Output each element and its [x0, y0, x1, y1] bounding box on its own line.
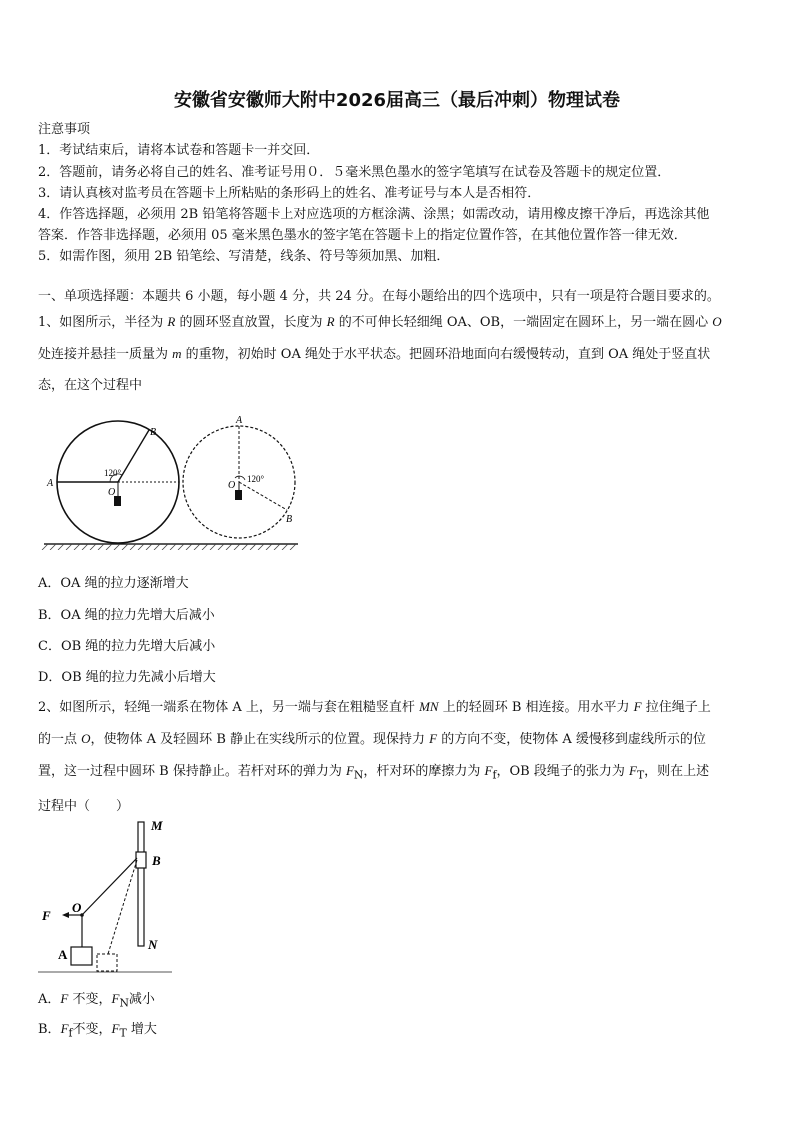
label-A: A [47, 478, 54, 489]
label-O2: O [228, 480, 236, 491]
notice-item-4: 4．作答选择题，必须用 2B 铅笔将答题卡上对应选项的方框涂满、涂黑；如需改动，请用橡皮擦干净后，再选涂其他 [38, 207, 710, 222]
question-2-figure [38, 814, 178, 976]
label-B: B [152, 853, 161, 868]
question-1-figure [38, 410, 318, 550]
question-1-text: 1、如图所示，半径为 R 的圆环竖直放置，长度为 R 的不可伸长轻细绳 OA、OB，一端固定在圆环上，另一端在圆心 O 处连接并悬挂一质量为 m 的重物，初始时 OA 绳处于水平状态。把圆环沿地面向右缓慢转动，直到 OA 绳处于竖直状 态，在这个过程中 [38, 314, 722, 393]
q1-option-b: B．OA 绳的拉力先增大后减小 [38, 608, 215, 623]
q1-option-a: A．OA 绳的拉力逐渐增大 [38, 576, 189, 591]
label-angle: 120° [104, 468, 122, 478]
notice-item-2: 2．答题前，请务必将自己的姓名、准考证号用０．５毫米黑色墨水的签字笔填写在试卷及答题卡的规定位置． [38, 165, 671, 180]
label-A: A [58, 947, 68, 962]
q2-option-b: B．$F_f$不变，$F_T$ 增大 [38, 1021, 157, 1040]
question-2-text: 2、如图所示，轻绳一端系在物体 A 上，另一端与套在粗糙竖直杆 MN 上的轻圆环 B 相连接。用水平力 F 拉住绳子上 的一点 O，使物体 A 及轻圆环 B 静止在实线所示的位置。现保持力 F 的方向不变，使物体 A 缓慢移到虚线所示的位 置，这一过程中圆环 B 保持静止。若杆对环的弹力为 $F_N$，杆对环的摩擦力为 $F_f$，OB 段绳子的张力为 $F_T$，则在上述 过程中（ ） [38, 699, 711, 814]
label-B: B [150, 427, 157, 438]
rod-MN [138, 822, 144, 946]
label-M: M [151, 818, 163, 833]
notice-item-3: 3．请认真核对监考员在答题卡上所粘贴的条形码上的姓名、准考证号与本人是否相符． [38, 186, 541, 201]
q2-option-a: A．F 不变，$F_N$减小 [38, 991, 155, 1010]
block-A [71, 947, 92, 965]
block-A-dashed [97, 954, 117, 971]
notice-item-1: 1．考试结束后，请将本试卷和答题卡一并交回． [38, 143, 320, 158]
weight-block-2 [235, 490, 242, 500]
section-heading: 一、单项选择题：本题共 6 小题，每小题 4 分，共 24 分。在每小题给出的四个选项中，只有一项是符合题目要求的。 [38, 289, 720, 304]
notice-item-5: 5．如需作图，须用 2B 铅笔绘、写清楚，线条、符号等须加黑、加粗． [38, 249, 450, 264]
notice-heading: 注意事项 [38, 122, 91, 137]
label-N: N [148, 937, 158, 952]
label-O: O [108, 487, 116, 498]
label-angle2: 120° [247, 474, 265, 484]
page-title: 安徽省安徽师大附中2026届高三（最后冲刺）物理试卷 [173, 90, 621, 111]
label-A2: A [236, 415, 243, 426]
ring-B [136, 852, 146, 868]
q1-option-c: C．OB 绳的拉力先增大后减小 [38, 639, 216, 654]
q1-option-d: D．OB 绳的拉力先减小后增大 [38, 670, 216, 685]
label-O: O [72, 900, 82, 915]
label-F: F [42, 908, 51, 923]
notice-item-4-cont: 答案．作答非选择题，必须用 05 毫米黑色墨水的签字笔在答题卡上的指定位置作答，在其他位置作答一律无效． [38, 228, 687, 243]
label-B2: B [286, 514, 293, 525]
